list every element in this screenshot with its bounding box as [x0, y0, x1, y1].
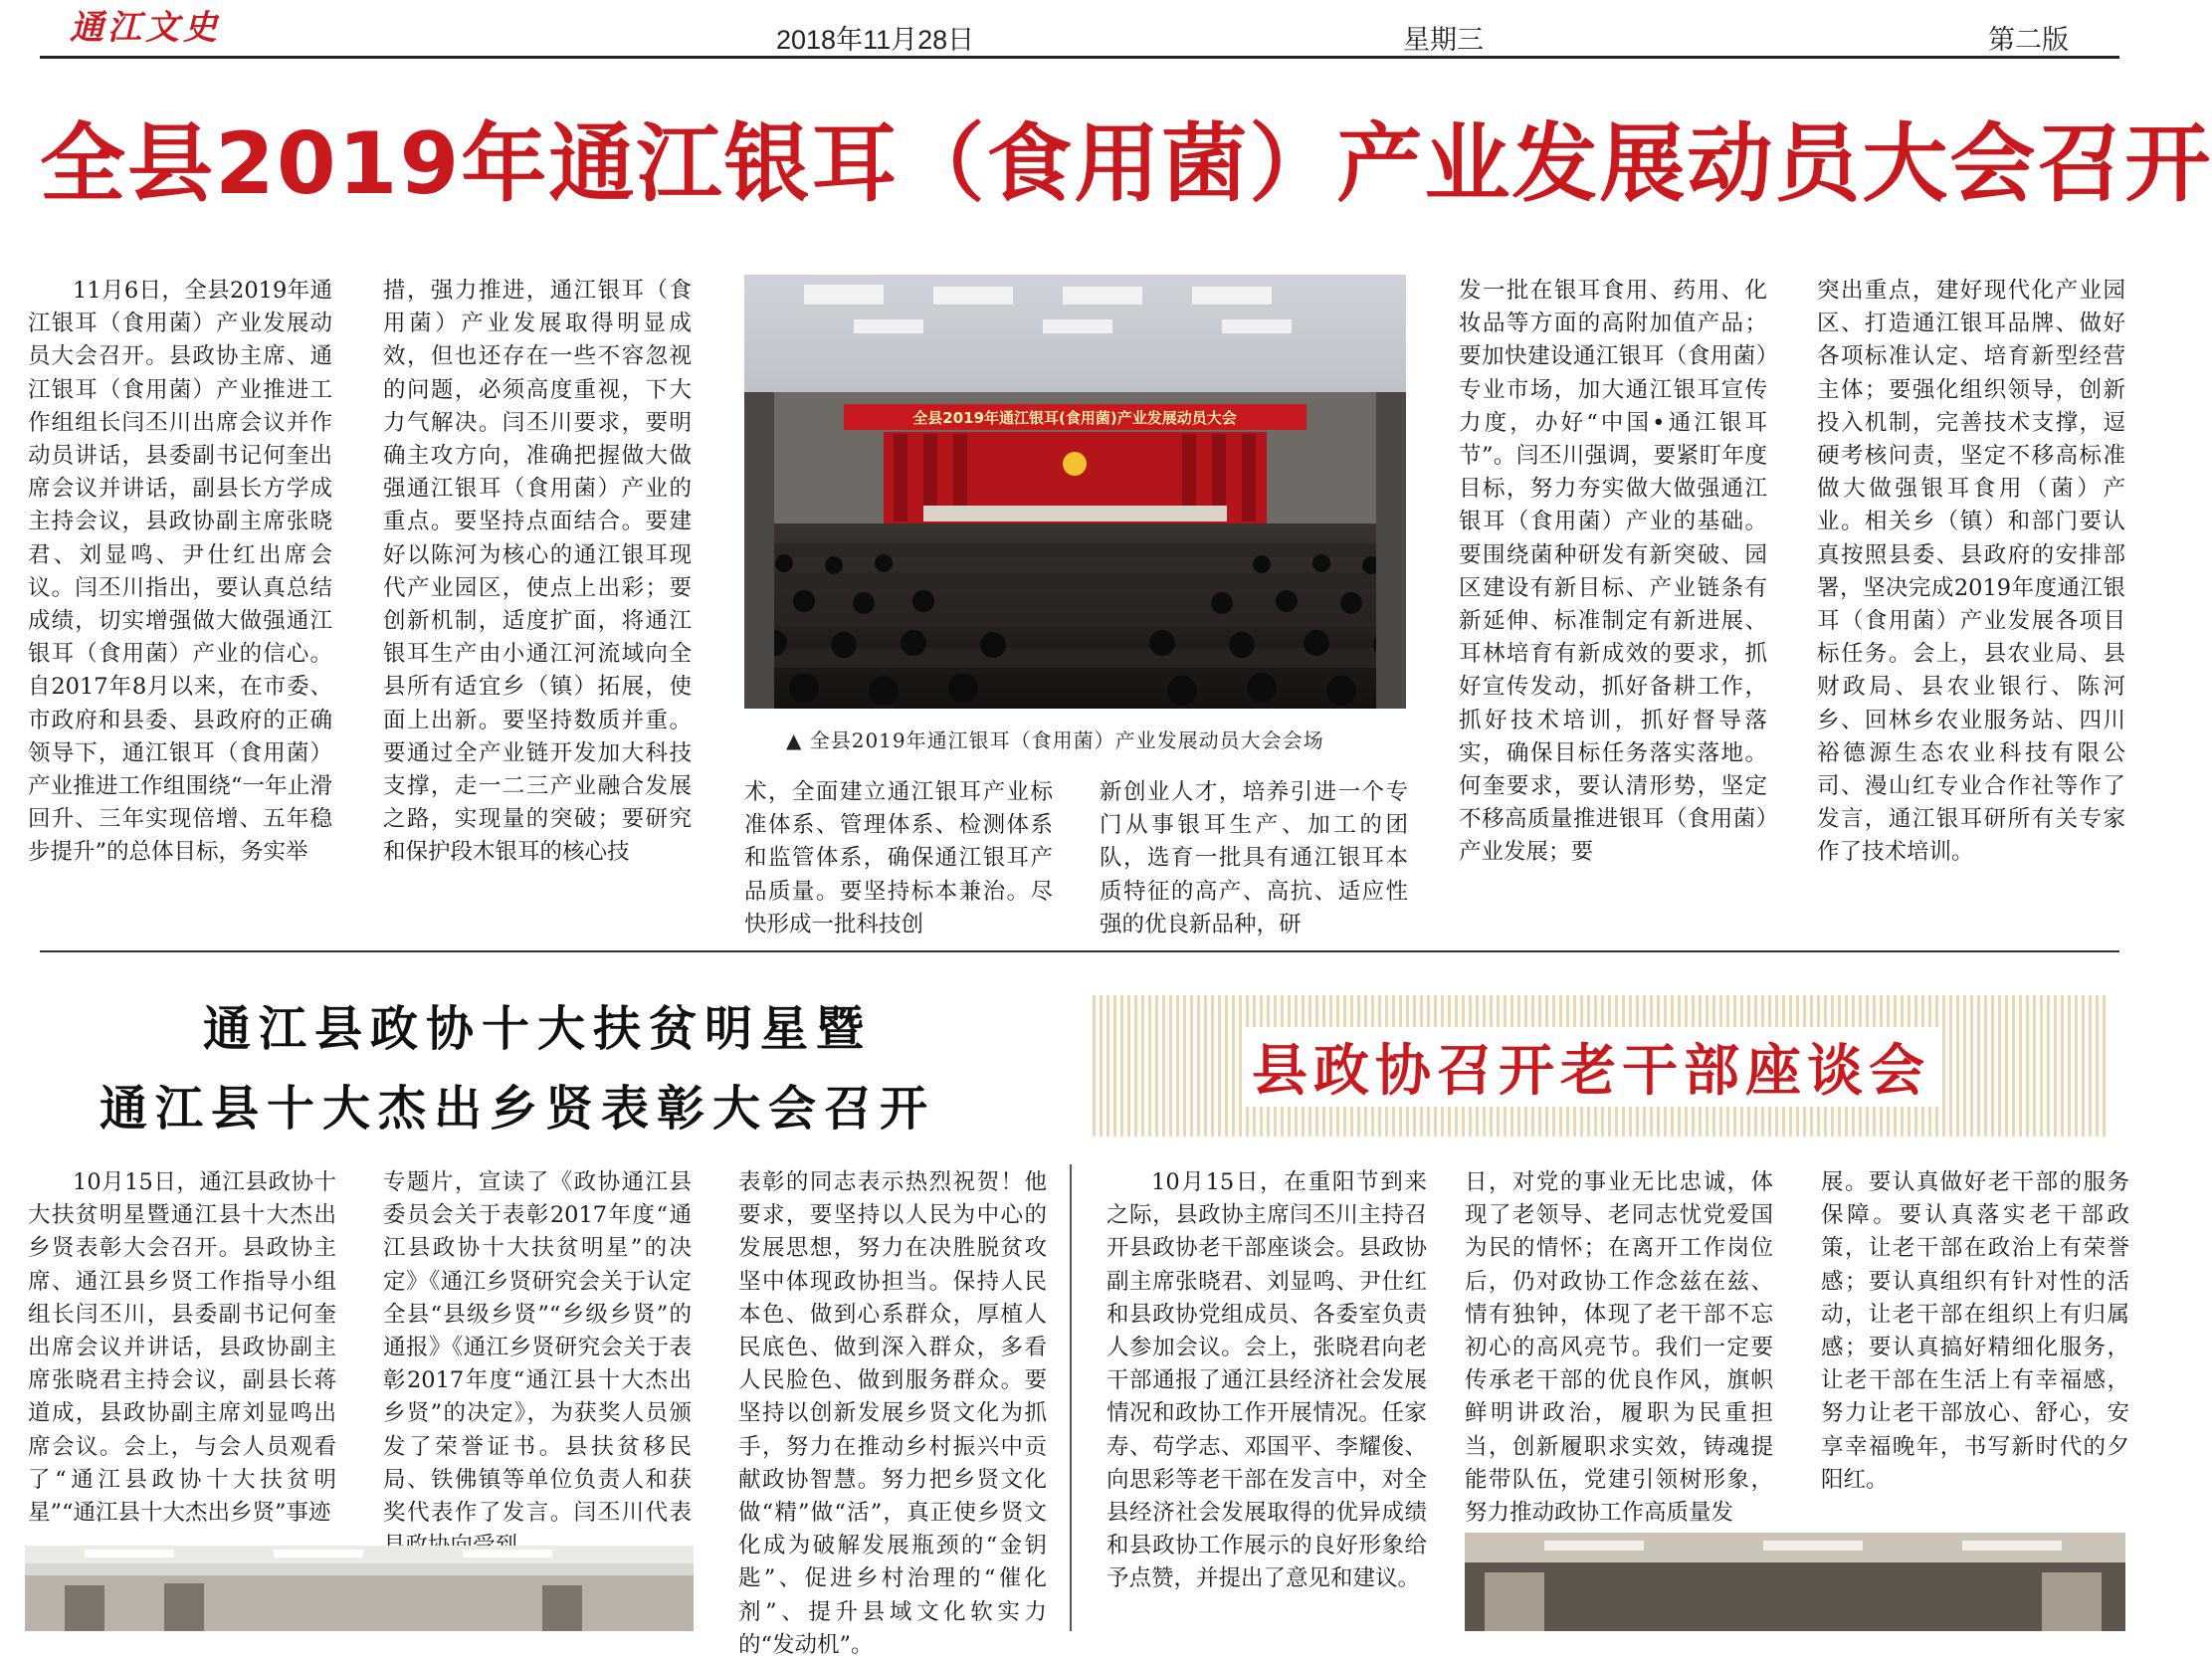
article1-col3: 术，全面建立通江银耳产业标准体系、管理体系、检测体系和监管体系，确保通江银耳产品质量。要坚持标本兼治。尽快形成一批科技创 — [744, 779, 1053, 937]
section-divider — [40, 950, 2119, 952]
article1-col2: 措，强力推进，通江银耳（食用菌）产业发展取得明显成效，但也还存在一些不容忽视的问题，必须高度重视，下大力气解决。闫丕川要求，要明确主攻方向，准确把握做大做强通江银耳（食用菌）产业的重点。要坚持点面结合。要建好以陈河为核心的通江银耳现代产业园区，使点上出彩；要创新机制，适度扩面，将通江银耳生产由小通江河流域向全县所有适宜乡（镇）拓展，使面上出新。要坚持数质并重。要通过全产业链开发加大科技支撑，走一二三产业融合发展之路，实现量的突破；要研究和保护段木银耳的核心技 — [383, 278, 692, 866]
issue-date: 2018年11月28日 — [776, 25, 975, 55]
photo-banner-text: 全县2019年通江银耳(食用菌)产业发展动员大会 — [912, 409, 1237, 427]
article1-col6: 突出重点，建好现代化产业园区、打造通江银耳品牌、做好各项标准认定、培育新型经营主体；要强化组织领导，创新投入机制，完善技术支撑，逗硬考核问责，坚定不移高标准做大做强银耳食用（菌）产业。相关乡（镇）和部门要认真按照县委、县政府的安排部署，坚决完成2019年度通江银耳（食用菌）产业发展各项目标任务。会上，县农业局、县财政局、县农业银行、陈河乡、回林乡农业服务站、四川裕德源生态农业科技有限公司、漫山红专业合作社等作了发言，通江银耳研所有关专家作了技术培训。 — [1817, 278, 2125, 866]
masthead-logo: 通江文史 — [70, 8, 221, 48]
article1-photo — [744, 275, 1406, 709]
masthead-rule — [40, 56, 2119, 59]
article3-headline: 县政协召开老干部座谈会 — [1242, 1027, 1940, 1107]
article1-col5: 发一批在银耳食用、药用、化妆品等方面的高附加值产品；要加快建设通江银耳（食用菌）专业市场，加大通江银耳宣传力度，办好“中国•通江银耳节”。闫丕川强调，要紧盯年度目标，努力夯实做大做强通江银耳（食用菌）产业的基础。要围绕菌种研发有新突破、园区建设有新目标、产业链条有新延伸、标准制定有新进展、耳林培育有新成效的要求，抓好宣传发动，抓好备耕工作，抓好技术培训，抓好督导落实，确保目标任务落实落地。何奎要求，要认清形势，坚定不移高质量推进银耳（食用菌）产业发展；要 — [1459, 278, 1767, 866]
article2-col1: 10月15日，通江县政协十大扶贫明星暨通江县十大杰出乡贤表彰大会召开。县政协主席、通江县乡贤工作指导小组组长闫丕川，县委副书记何奎出席会议并讲话，县政协副主席张晓君主持会议，副县长蒋道成，县政协副主席刘显鸣出席会议。会上，与会人员观看了“通江县政协十大扶贫明星”“通江县十大杰出乡贤”事迹 — [28, 1169, 336, 1527]
article3-photo — [1465, 1533, 2125, 1631]
article3-col3: 展。要认真做好老干部的服务保障。要认真落实老干部政策，让老干部在政治上有荣誉感；要认真组织有针对性的活动，让老干部在组织上有归属感；要认真搞好精细化服务，让老干部在生活上有幸福感，努力让老干部放心、舒心，安享幸福晚年，书写新时代的夕阳红。 — [1821, 1169, 2129, 1493]
article1-col1: 11月6日，全县2019年通江银耳（食用菌）产业发展动员大会召开。县政协主席、通江银耳（食用菌）产业推进工作组组长闫丕川出席会议并作动员讲话，县委副书记何奎出席会议并讲话，副县长方学成主持会议，县政协副主席张晓君、刘显鸣、尹仕红出席会议。闫丕川指出，要认真总结成绩，切实增强做大做强通江银耳（食用菌）产业的信心。自2017年8月以来，在市委、市政府和县委、县政府的正确领导下，通江银耳（食用菌）产业推进工作组围绕“一年止滑回升、三年实现倍增、五年稳步提升”的总体目标，务实举 — [28, 278, 332, 866]
article2-col2: 专题片，宣读了《政协通江县委员会关于表彰2017年度“通江县政协十大扶贫明星”的决定》《通江乡贤研究会关于认定全县“县级乡贤”“乡级乡贤”的通报》《通江乡贤研究会关于表彰2017年度“通江县十大杰出乡贤”的决定》，为获奖人员颁发了荣誉证书。县扶贫移民局、铁佛镇等单位负责人和获奖代表作了发言。闫丕川代表 — [383, 1169, 692, 1527]
article2-photo — [25, 1546, 694, 1631]
article1-headline: 全县2019年通江银耳（食用菌）产业发展动员大会召开 — [40, 114, 2212, 214]
article1-col4: 新创业人才，培养引进一个专门从事银耳生产、加工的团队，选育一批具有通江银耳本质特征的高产、高抗、适应性强的优良新品种，研 — [1100, 779, 1408, 937]
article1-photo-caption: ▲ 全县2019年通江银耳（食用菌）产业发展动员大会会场 — [786, 728, 1324, 752]
article2-headline-line1: 通江县政协十大扶贫明星暨 — [202, 1001, 872, 1057]
article2-col3: 表彰的同志表示热烈祝贺！他要求，要坚持以人民为中心的发展思想，努力在决胜脱贫攻坚中体现政协担当。保持人民本色、做到心系群众，厚植人民底色、做到深入群众，多看人民脸色、做到服务群众。要坚持以创新发展乡贤文化为抓手，努力在推动乡村振兴中贡献政协智慧。努力把乡贤文化做“精”做“活”，真正使乡贤文化成为破解发展瓶颈的“金钥匙”、促进乡村治理的“催化剂”、提升县域文化软实力的“发动机”。 — [738, 1169, 1047, 1658]
article3-col2: 日，对党的事业无比忠诚，体现了老领导、老同志忧党爱国为民的情怀；在离开工作岗位后，仍对政协工作念兹在兹、情有独钟，体现了老干部不忘初心的高风亮节。我们一定要传承老干部的优良作风，旗帜鲜明讲政治，履职为民重担当，创新履职求实效，铸魂提能带队伍，党建引领树形象，努力推动政协工作高质量发 — [1465, 1169, 1773, 1527]
page-number: 第二版 — [1988, 25, 2069, 55]
article2-headline-line2: 通江县十大杰出乡贤表彰大会召开 — [99, 1081, 935, 1137]
article3-col1: 10月15日，在重阳节到来之际，县政协主席闫丕川主持召开县政协老干部座谈会。县政协副主席张晓君、刘显鸣、尹仕红和县政协党组成员、各委室负责人参加会议。会上，张晓君向老干部通报了通江县经济社会发展情况和政协工作开展情况。任家寿、苟学志、邓国平、李耀俊、向思彩等老干部在发言中，对全县经济社会发展取得的优异成绩和县政协工作展示的良好形象给予点赞，并提出了意见和建议。 — [1106, 1169, 1427, 1592]
column-separator — [1070, 1164, 1072, 1631]
issue-weekday: 星期三 — [1403, 25, 1484, 55]
